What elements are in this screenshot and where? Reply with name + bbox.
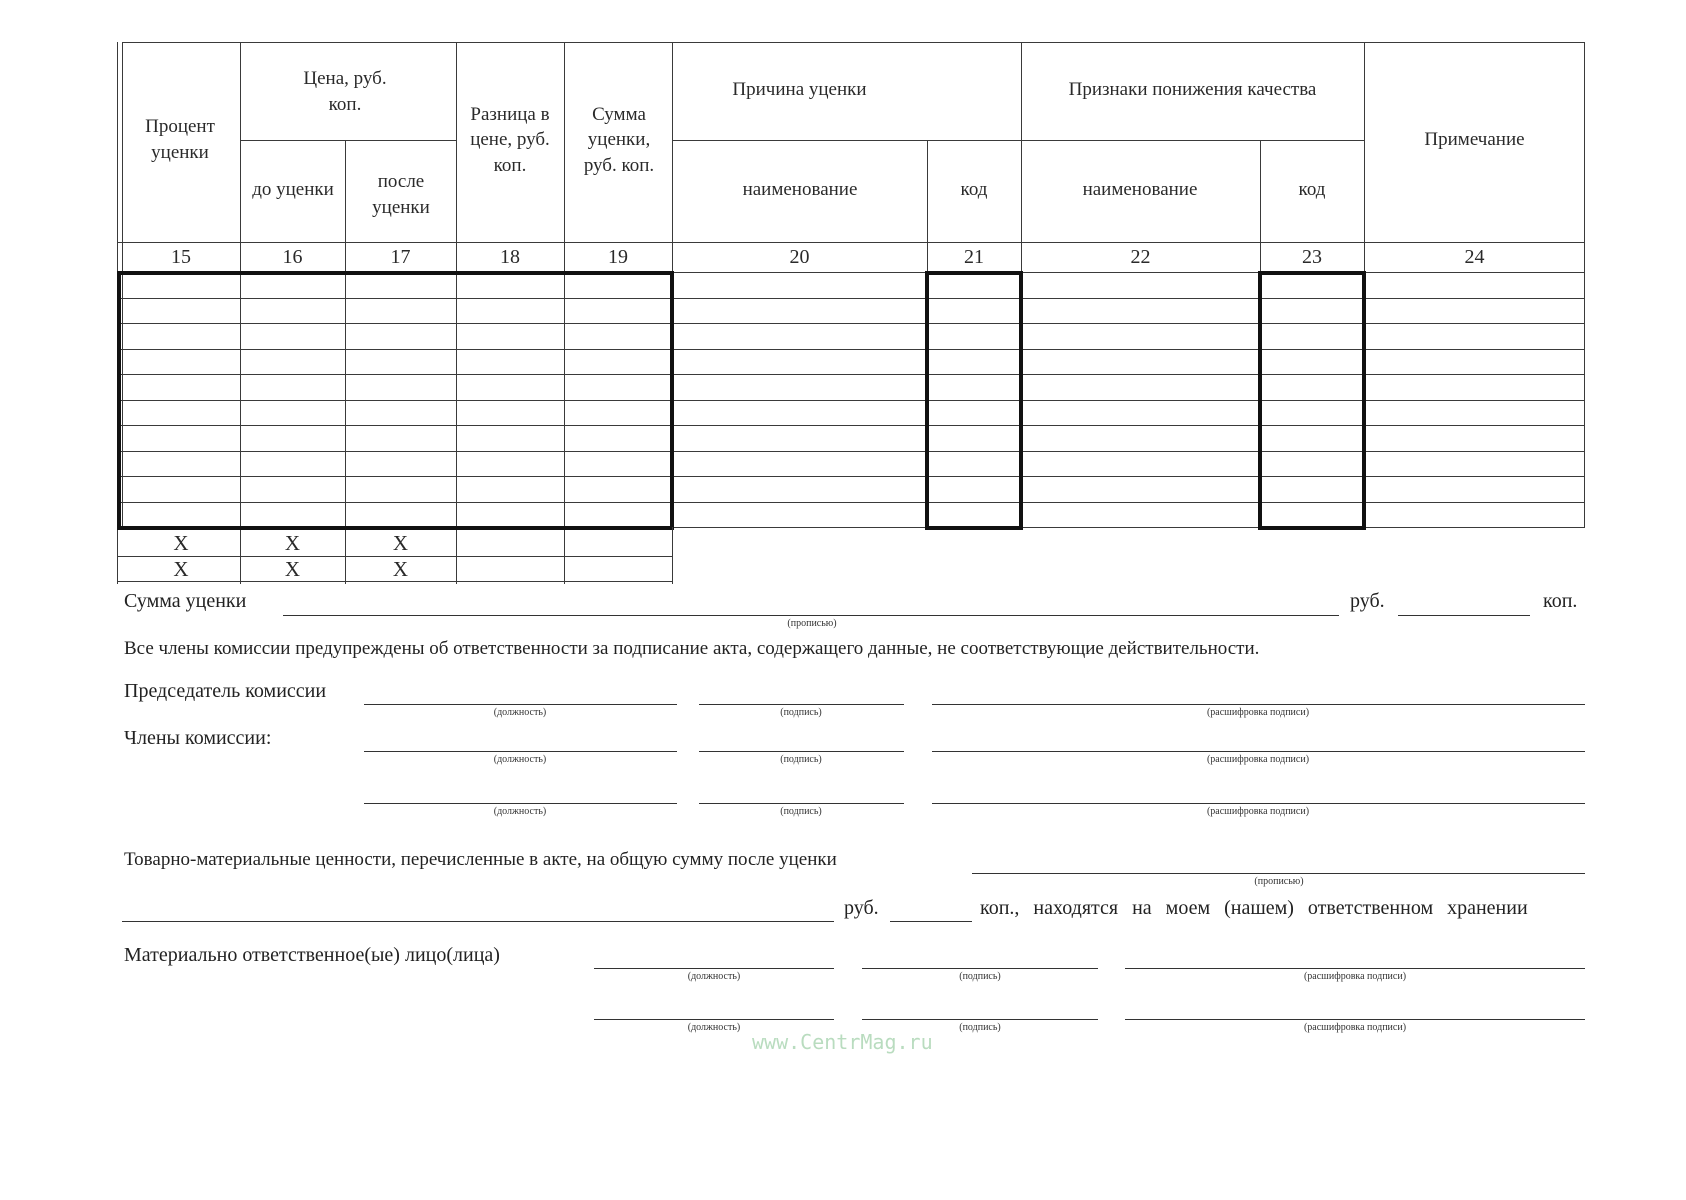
responsible-1-decoding-field[interactable] xyxy=(1125,968,1585,969)
totals-x-mark: X xyxy=(284,530,301,555)
goods-total-continuation-field[interactable] xyxy=(122,921,834,922)
position-caption: (должность) xyxy=(493,754,547,765)
column-number: 15 xyxy=(171,246,191,268)
member-1-decoding-field[interactable] xyxy=(932,751,1585,752)
header-note: Примечание xyxy=(1424,129,1525,151)
signature-caption: (подпись) xyxy=(780,806,822,817)
totals-right-edge xyxy=(672,527,673,582)
markdown-sum-label: Сумма уценки xyxy=(124,590,247,612)
responsible-1-position-field[interactable] xyxy=(594,968,834,969)
in-words-caption: (прописью) xyxy=(787,618,837,629)
rub-label: руб. xyxy=(1350,590,1385,612)
member-2-decoding-field[interactable] xyxy=(932,803,1585,804)
decoding-caption: (расшифровка подписи) xyxy=(1206,754,1310,765)
position-caption: (должность) xyxy=(493,806,547,817)
header-price-before: до уценки xyxy=(252,179,334,201)
column-number: 23 xyxy=(1302,246,1322,268)
highlight-block-column-23 xyxy=(1258,271,1366,530)
members-label: Члены комиссии: xyxy=(124,727,272,749)
chairman-label: Председатель комиссии xyxy=(124,680,327,702)
totals-x-mark: X xyxy=(392,530,409,555)
header-reason-name: наименование xyxy=(742,179,858,201)
position-caption: (должность) xyxy=(687,1022,741,1033)
responsible-2-signature-field[interactable] xyxy=(862,1019,1098,1020)
goods-total-in-words-field[interactable] xyxy=(972,873,1585,874)
member-2-signature-field[interactable] xyxy=(699,803,904,804)
totals-x-mark: X xyxy=(284,556,301,581)
decoding-caption: (расшифровка подписи) xyxy=(1206,806,1310,817)
column-number: 22 xyxy=(1130,246,1151,268)
responsible-2-position-field[interactable] xyxy=(594,1019,834,1020)
column-number: 16 xyxy=(282,246,303,268)
totals-x-mark: X xyxy=(392,556,409,581)
rub-label: руб. xyxy=(844,897,879,919)
highlight-block-column-21 xyxy=(925,271,1023,530)
header-difference: Разница в цене, руб. коп. xyxy=(470,103,550,176)
goods-total-text: Товарно-материальные ценности, перечисленные в акте, на общую сумму после уценки xyxy=(124,849,837,870)
header-price-after: после уценки xyxy=(372,171,430,218)
member-1-position-field[interactable] xyxy=(364,751,677,752)
commission-warning-text: Все члены комиссии предупреждены об ответственности за подписание акта, содержащего данные, не соответствующие действительности. xyxy=(124,638,1260,659)
position-caption: (должность) xyxy=(687,971,741,982)
chairman-decoding-field[interactable] xyxy=(932,704,1585,705)
header-subline xyxy=(240,140,456,141)
totals-x-mark: X xyxy=(173,556,189,581)
signature-caption: (подпись) xyxy=(780,707,822,718)
header-quality-code: код xyxy=(1298,179,1326,201)
decoding-caption: (расшифровка подписи) xyxy=(1303,971,1407,982)
position-caption: (должность) xyxy=(493,707,547,718)
header-subline xyxy=(672,140,1364,141)
column-number: 20 xyxy=(789,246,810,268)
signature-caption: (подпись) xyxy=(959,971,1001,982)
column-number: 19 xyxy=(608,246,628,268)
chairman-position-field[interactable] xyxy=(364,704,677,705)
header-percent: Процент уценки xyxy=(145,116,215,163)
watermark: www.CentrMag.ru xyxy=(752,1030,933,1054)
header-quality-group: Признаки понижения качества xyxy=(1068,79,1317,101)
signature-caption: (подпись) xyxy=(780,754,822,765)
member-1-signature-field[interactable] xyxy=(699,751,904,752)
header-reason-group: Причина уценки xyxy=(732,79,867,101)
markdown-sum-kop-field[interactable] xyxy=(1398,615,1530,616)
markdown-sum-in-words-field[interactable] xyxy=(283,615,1339,616)
column-number: 21 xyxy=(964,246,984,268)
column-number: 18 xyxy=(500,246,520,268)
column-number: 17 xyxy=(390,246,411,268)
goods-total-kop-field[interactable] xyxy=(890,921,972,922)
column-number: 24 xyxy=(1464,246,1485,268)
storage-text: коп., находятся на моем (нашем) ответственном хранении xyxy=(980,897,1528,919)
header-markdown-sum: Сумма уценки, руб. коп. xyxy=(583,103,655,176)
in-words-caption: (прописью) xyxy=(1254,876,1304,887)
highlight-block-columns-15-19 xyxy=(117,271,674,530)
decoding-caption: (расшифровка подписи) xyxy=(1206,707,1310,718)
header-quality-name: наименование xyxy=(1082,179,1198,201)
totals-x-mark: X xyxy=(173,530,189,555)
header-reason-code: код xyxy=(960,179,988,201)
responsible-persons-label: Материально ответственное(ые) лицо(лица) xyxy=(124,944,500,966)
responsible-2-decoding-field[interactable] xyxy=(1125,1019,1585,1020)
header-price-group: Цена, руб. коп. xyxy=(303,68,387,115)
responsible-1-signature-field[interactable] xyxy=(862,968,1098,969)
kop-label: коп. xyxy=(1543,590,1578,612)
member-2-position-field[interactable] xyxy=(364,803,677,804)
chairman-signature-field[interactable] xyxy=(699,704,904,705)
decoding-caption: (расшифровка подписи) xyxy=(1303,1022,1407,1033)
signature-caption: (подпись) xyxy=(959,1022,1001,1033)
